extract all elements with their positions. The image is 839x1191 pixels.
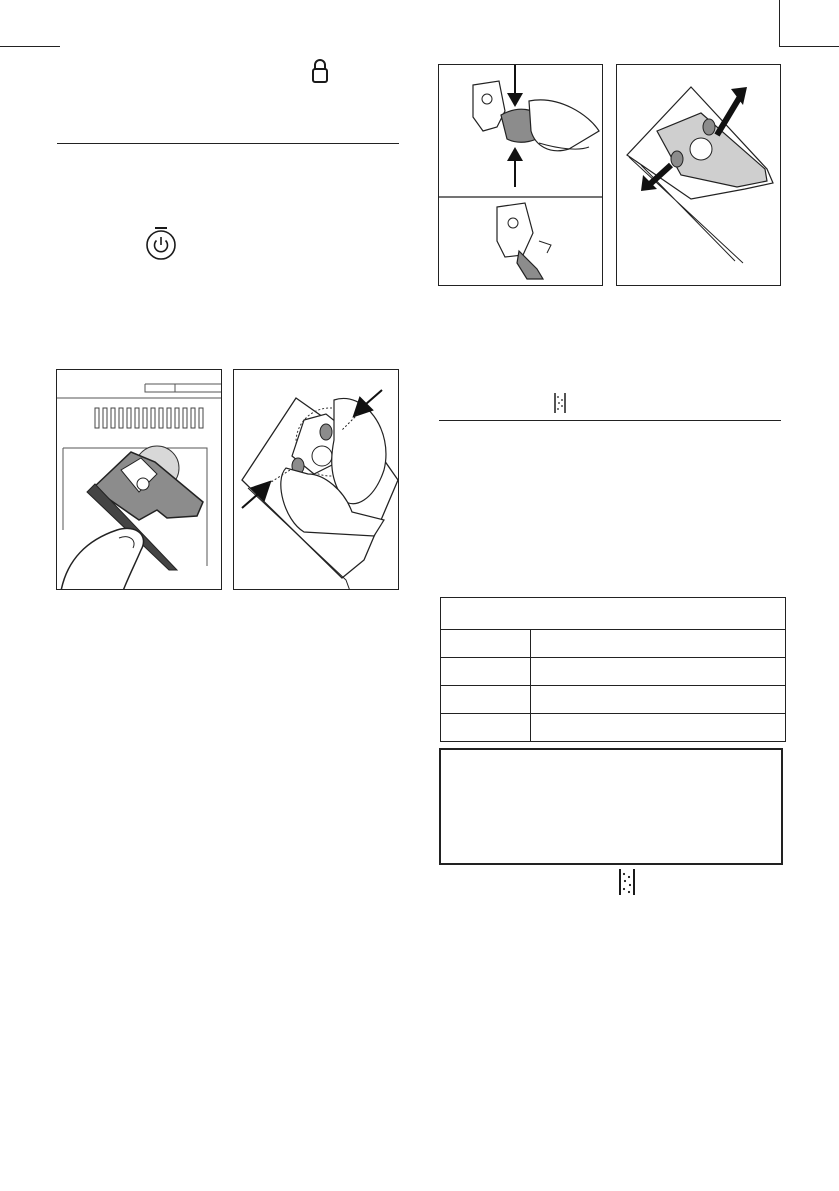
figure-filter-removal-appliance	[56, 369, 222, 590]
table-header-row	[441, 598, 786, 630]
table-row	[441, 658, 786, 686]
crop-mark	[779, 46, 839, 47]
table-header-cell	[441, 598, 786, 630]
filter-indicator-icon	[553, 392, 567, 414]
table-cell	[441, 686, 531, 714]
filter-indicator-icon	[618, 868, 636, 896]
table-row	[441, 686, 786, 714]
note-box	[439, 748, 783, 865]
table-cell	[531, 714, 786, 742]
crop-mark	[779, 0, 780, 46]
table-row	[441, 714, 786, 742]
table-cell	[441, 658, 531, 686]
lock-icon	[311, 58, 329, 84]
table-cell	[531, 686, 786, 714]
figure-filter-pull-out	[616, 64, 781, 286]
table-cell	[531, 630, 786, 658]
figure-filter-press-tabs	[233, 369, 399, 590]
table-cell	[531, 658, 786, 686]
section-rule	[439, 420, 781, 421]
figure-filter-clip-compress	[438, 64, 603, 286]
table-cell	[441, 714, 531, 742]
spec-table	[440, 597, 786, 742]
section-rule	[57, 143, 399, 144]
table-row	[441, 630, 786, 658]
table-cell	[441, 630, 531, 658]
power-button-icon	[145, 226, 177, 262]
crop-mark	[0, 46, 60, 47]
